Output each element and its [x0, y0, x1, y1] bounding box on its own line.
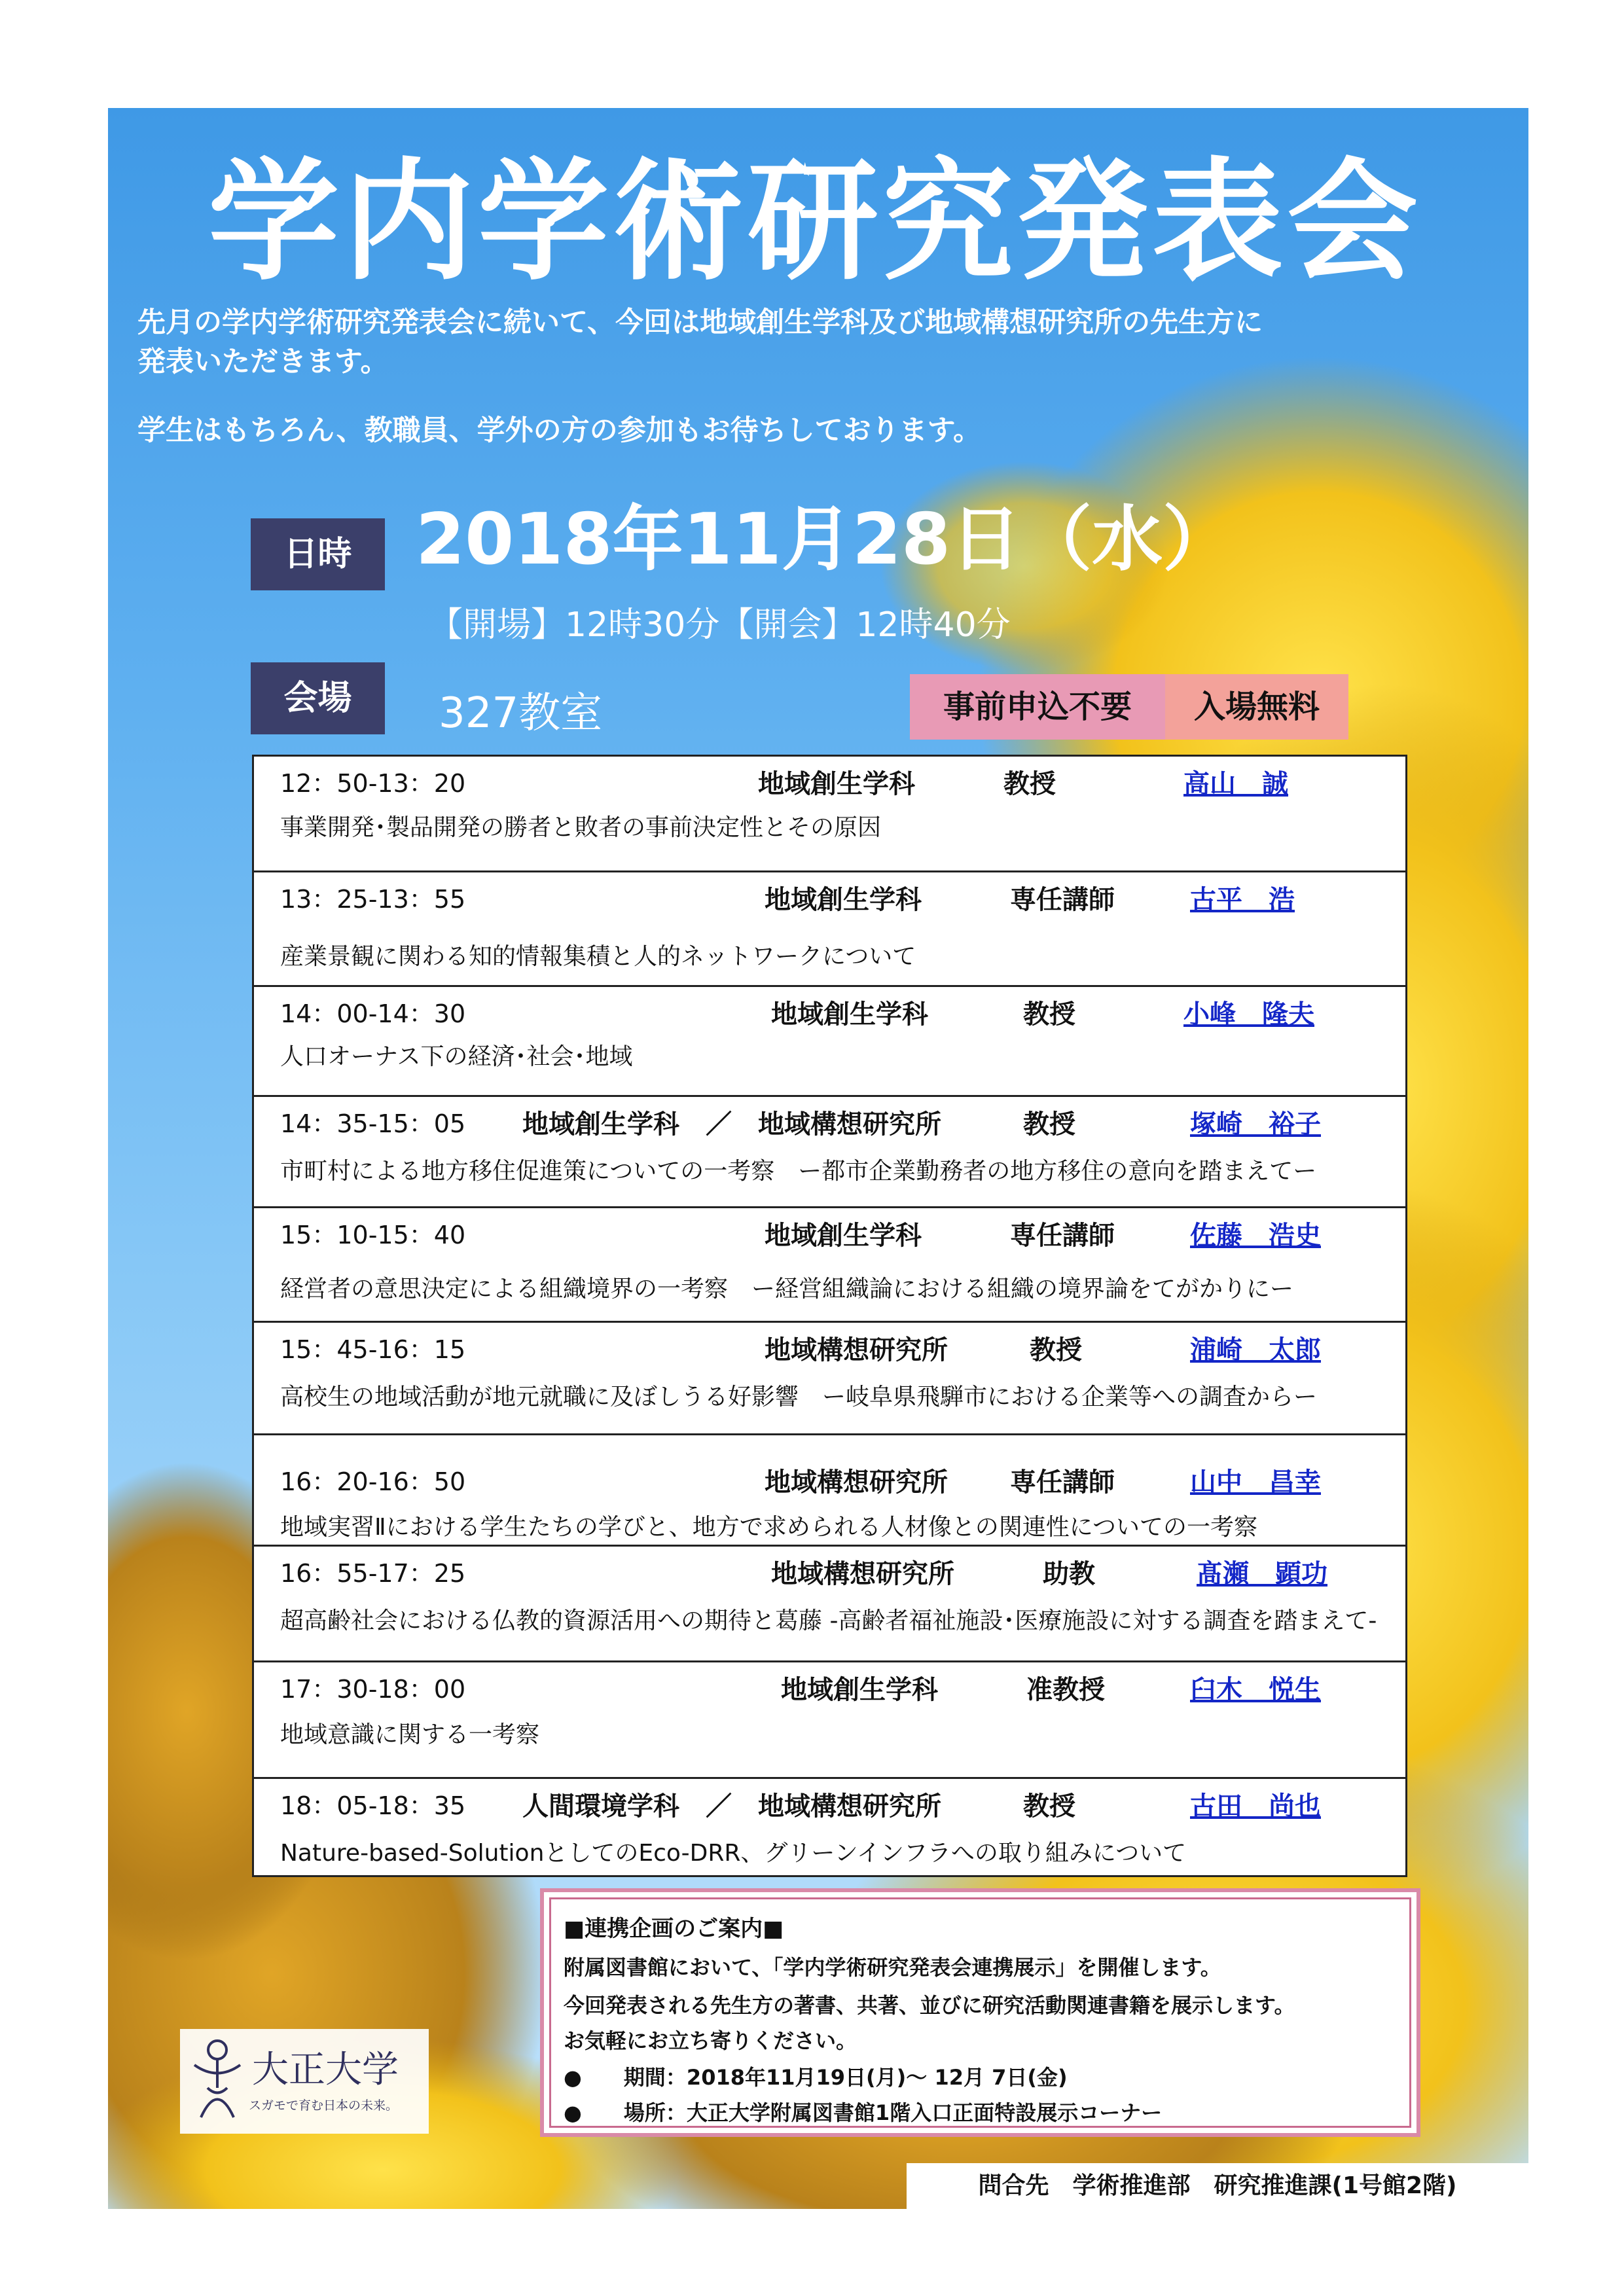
session-time: 18：05-18：35 [280, 1791, 466, 1820]
presenter-role: 専任講師 [1010, 1221, 1115, 1251]
presentation-topic: 事業開発･製品開発の勝者と敗者の事前決定性とその原因 [280, 814, 882, 841]
presentation-topic: 高校生の地域活動が地元就職に及ぼしうる好影響 ー岐阜県飛騨市における企業等への調査からー [280, 1384, 1318, 1410]
presenter-name: 浦崎 太郎 [1190, 1335, 1321, 1365]
schedule-row [254, 1547, 1405, 1662]
presenter-name: 山中 昌幸 [1190, 1467, 1321, 1498]
presenter-role: 助教 [1043, 1559, 1095, 1589]
page-title: 学内学術研究発表会 [208, 146, 1422, 298]
presenter-role: 教授 [1003, 769, 1056, 799]
schedule-row [254, 757, 1405, 872]
presentation-topic: 地域実習Ⅱにおける学生たちの学びと、地方で求められる人材像との関連性についての一考察 [280, 1514, 1257, 1541]
intro-line-1: 先月の学内学術研究発表会に続いて、今回は地域創生学科及び地域構想研究所の先生方に [137, 306, 1263, 339]
schedule-row [254, 1097, 1405, 1208]
collaboration-heading: ■連携企画のご案内■ [564, 1916, 784, 1942]
schedule-row [254, 1323, 1405, 1435]
no-registration-badge: 事前申込不要 [910, 674, 1165, 740]
exhibition-period: ● 期間：2018年11月19日(月)～ 12月 7日(金) [564, 2065, 1068, 2090]
poster [108, 108, 1528, 2209]
session-time: 15：10-15：40 [280, 1221, 466, 1249]
presentation-topic: 産業景観に関わる知的情報集積と人的ネットワークについて [280, 943, 916, 970]
schedule-row [254, 1662, 1405, 1779]
collaboration-line-1: 附属図書館において、「学内学術研究発表会連携展示」を開催します。 [564, 1955, 1221, 1980]
collaboration-line-3: お気軽にお立ち寄りください。 [564, 2028, 857, 2053]
schedule-row [254, 987, 1405, 1097]
free-admission-badge: 入場無料 [1165, 674, 1348, 740]
presenter-department: 人間環境学科 ／ 地域構想研究所 [522, 1791, 941, 1821]
presenter-department: 地域創生学科 ／ 地域構想研究所 [522, 1109, 941, 1139]
schedule-row [254, 1779, 1405, 1879]
university-logo [180, 2029, 429, 2134]
presenter-name: 小峰 隆夫 [1183, 999, 1314, 1030]
university-name: 大正大学 [252, 2049, 399, 2091]
presenter-name: 佐藤 浩史 [1190, 1221, 1321, 1251]
presenter-role: 専任講師 [1010, 1467, 1115, 1498]
session-time: 12：50-13：20 [280, 769, 466, 798]
session-time: 15：45-16：15 [280, 1335, 466, 1364]
schedule-row [254, 872, 1405, 987]
session-time: 16：20-16：50 [280, 1467, 466, 1496]
presenter-name: 古平 浩 [1190, 885, 1295, 915]
presenter-department: 地域創生学科 [758, 769, 915, 799]
presenter-department: 地域創生学科 [771, 999, 928, 1030]
presentation-topic: Nature-based-SolutionとしてのEco-DRR、グリーンインフラへの取り組みについて [280, 1840, 1187, 1867]
presentation-topic: 人口オーナス下の経済･社会･地域 [280, 1043, 633, 1070]
presenter-department: 地域構想研究所 [765, 1467, 948, 1498]
presenter-name: 髙瀬 顕功 [1197, 1559, 1327, 1589]
event-times: 【開場】12時30分【開会】12時40分 [429, 605, 1011, 645]
session-time: 14：00-14：30 [280, 999, 466, 1028]
presenter-department: 地域構想研究所 [765, 1335, 948, 1365]
collaboration-info-box [540, 1888, 1420, 2137]
university-tagline: スガモで育む日本の未来。 [249, 2098, 399, 2113]
university-emblem-icon [188, 2036, 247, 2127]
contact-info: 問合先 学術推進部 研究推進課(1号館2階) [907, 2163, 1528, 2209]
schedule-row [254, 1435, 1405, 1547]
presenter-department: 地域創生学科 [765, 1221, 922, 1251]
schedule-row [254, 1208, 1405, 1323]
presenter-role: 教授 [1030, 1335, 1082, 1365]
presenter-name: 高山 誠 [1183, 769, 1288, 799]
venue-label: 会場 [251, 662, 385, 734]
presenter-department: 地域創生学科 [781, 1675, 938, 1705]
schedule-table [252, 755, 1407, 1877]
intro-line-2: 発表いただきます。 [137, 346, 389, 378]
presentation-topic: 経営者の意思決定による組織境界の一考察 ー経営組織論における組織の境界論をてがかりにー [280, 1276, 1294, 1302]
presenter-role: 専任講師 [1010, 885, 1115, 915]
intro-line-3: 学生はもちろん、教職員、学外の方の参加もお待ちしております。 [137, 414, 982, 447]
session-time: 14：35-15：05 [280, 1109, 466, 1138]
presenter-name: 臼木 悦生 [1190, 1675, 1321, 1705]
presenter-role: 教授 [1023, 1109, 1075, 1139]
presenter-name: 古田 尚也 [1190, 1791, 1321, 1821]
presenter-department: 地域創生学科 [765, 885, 922, 915]
session-time: 16：55-17：25 [280, 1559, 466, 1588]
session-time: 13：25-13：55 [280, 885, 466, 914]
collaboration-line-2: 今回発表される先生方の著書、共著、並びに研究活動関連書籍を展示します。 [564, 1993, 1295, 2018]
presenter-department: 地域構想研究所 [771, 1559, 954, 1589]
presentation-topic: 市町村による地方移住促進策についての一考察 ー都市企業勤務者の地方移住の意向を踏まえてー [280, 1158, 1317, 1185]
datetime-label: 日時 [251, 518, 385, 590]
event-date: 2018年11月28日（水） [416, 499, 1234, 581]
venue-room: 327教室 [439, 689, 603, 738]
presentation-topic: 地域意識に関する一考察 [280, 1721, 540, 1748]
presenter-name: 塚崎 裕子 [1190, 1109, 1321, 1139]
exhibition-place: ● 場所：大正大学附属図書館1階入口正面特設展示コーナー [564, 2100, 1163, 2125]
presenter-role: 准教授 [1026, 1675, 1105, 1705]
presentation-topic: 超高齢社会における仏教的資源活用への期待と葛藤 -高齢者福祉施設･医療施設に対する調査を踏まえて- [280, 1607, 1377, 1634]
session-time: 17：30-18：00 [280, 1675, 466, 1704]
presenter-role: 教授 [1023, 1791, 1075, 1821]
presenter-role: 教授 [1023, 999, 1075, 1030]
